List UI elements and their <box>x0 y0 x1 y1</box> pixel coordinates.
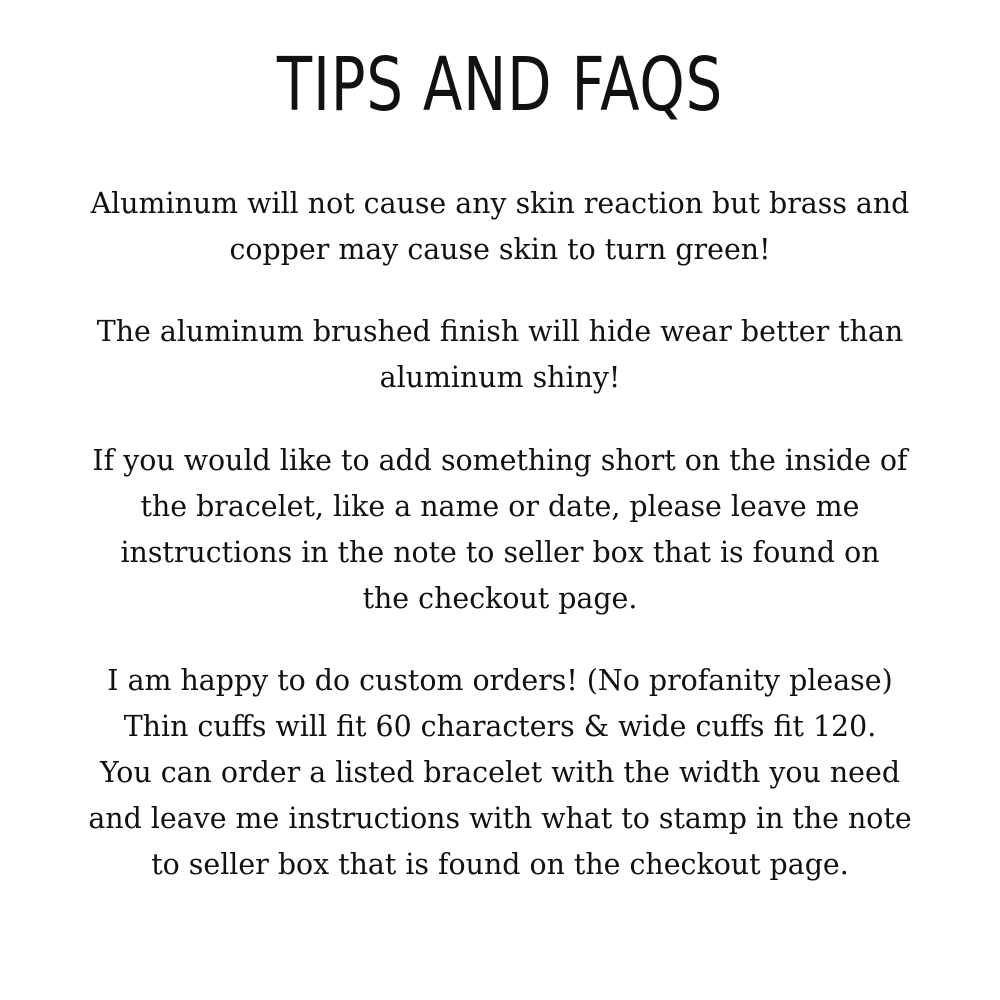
faq-text-line: aluminum shiny! <box>379 360 621 394</box>
faq-paragraph-custom-orders <box>0 657 1000 887</box>
faq-text-line: to seller box that is found on the checkout page. <box>151 847 849 881</box>
faq-text-line: Aluminum will not cause any skin reaction but brass and <box>90 186 910 220</box>
faq-paragraph-finish <box>0 308 1000 400</box>
faq-text-line: Thin cuffs will fit 60 characters & wide cuffs fit 120. <box>123 709 877 743</box>
faq-text-line: You can order a listed bracelet with the width you need <box>99 755 901 789</box>
faq-paragraph-skin-reaction <box>0 180 1000 272</box>
page-title: TIPS AND FAQS <box>276 42 724 128</box>
faq-text-line: and leave me instructions with what to stamp in the note <box>88 801 912 835</box>
faq-paragraph-inside-stamp <box>0 437 1000 621</box>
faq-text-line: copper may cause skin to turn green! <box>229 232 771 266</box>
faq-text-line: I am happy to do custom orders! (No profanity please) <box>107 663 893 697</box>
faq-text-line: If you would like to add something short on the inside of <box>92 443 908 477</box>
faq-text-line: instructions in the note to seller box that is found on <box>120 535 880 569</box>
faq-text-line: the bracelet, like a name or date, please leave me <box>140 489 860 523</box>
faq-text-line: The aluminum brushed finish will hide wear better than <box>96 314 904 348</box>
faq-text-line: the checkout page. <box>362 581 638 615</box>
